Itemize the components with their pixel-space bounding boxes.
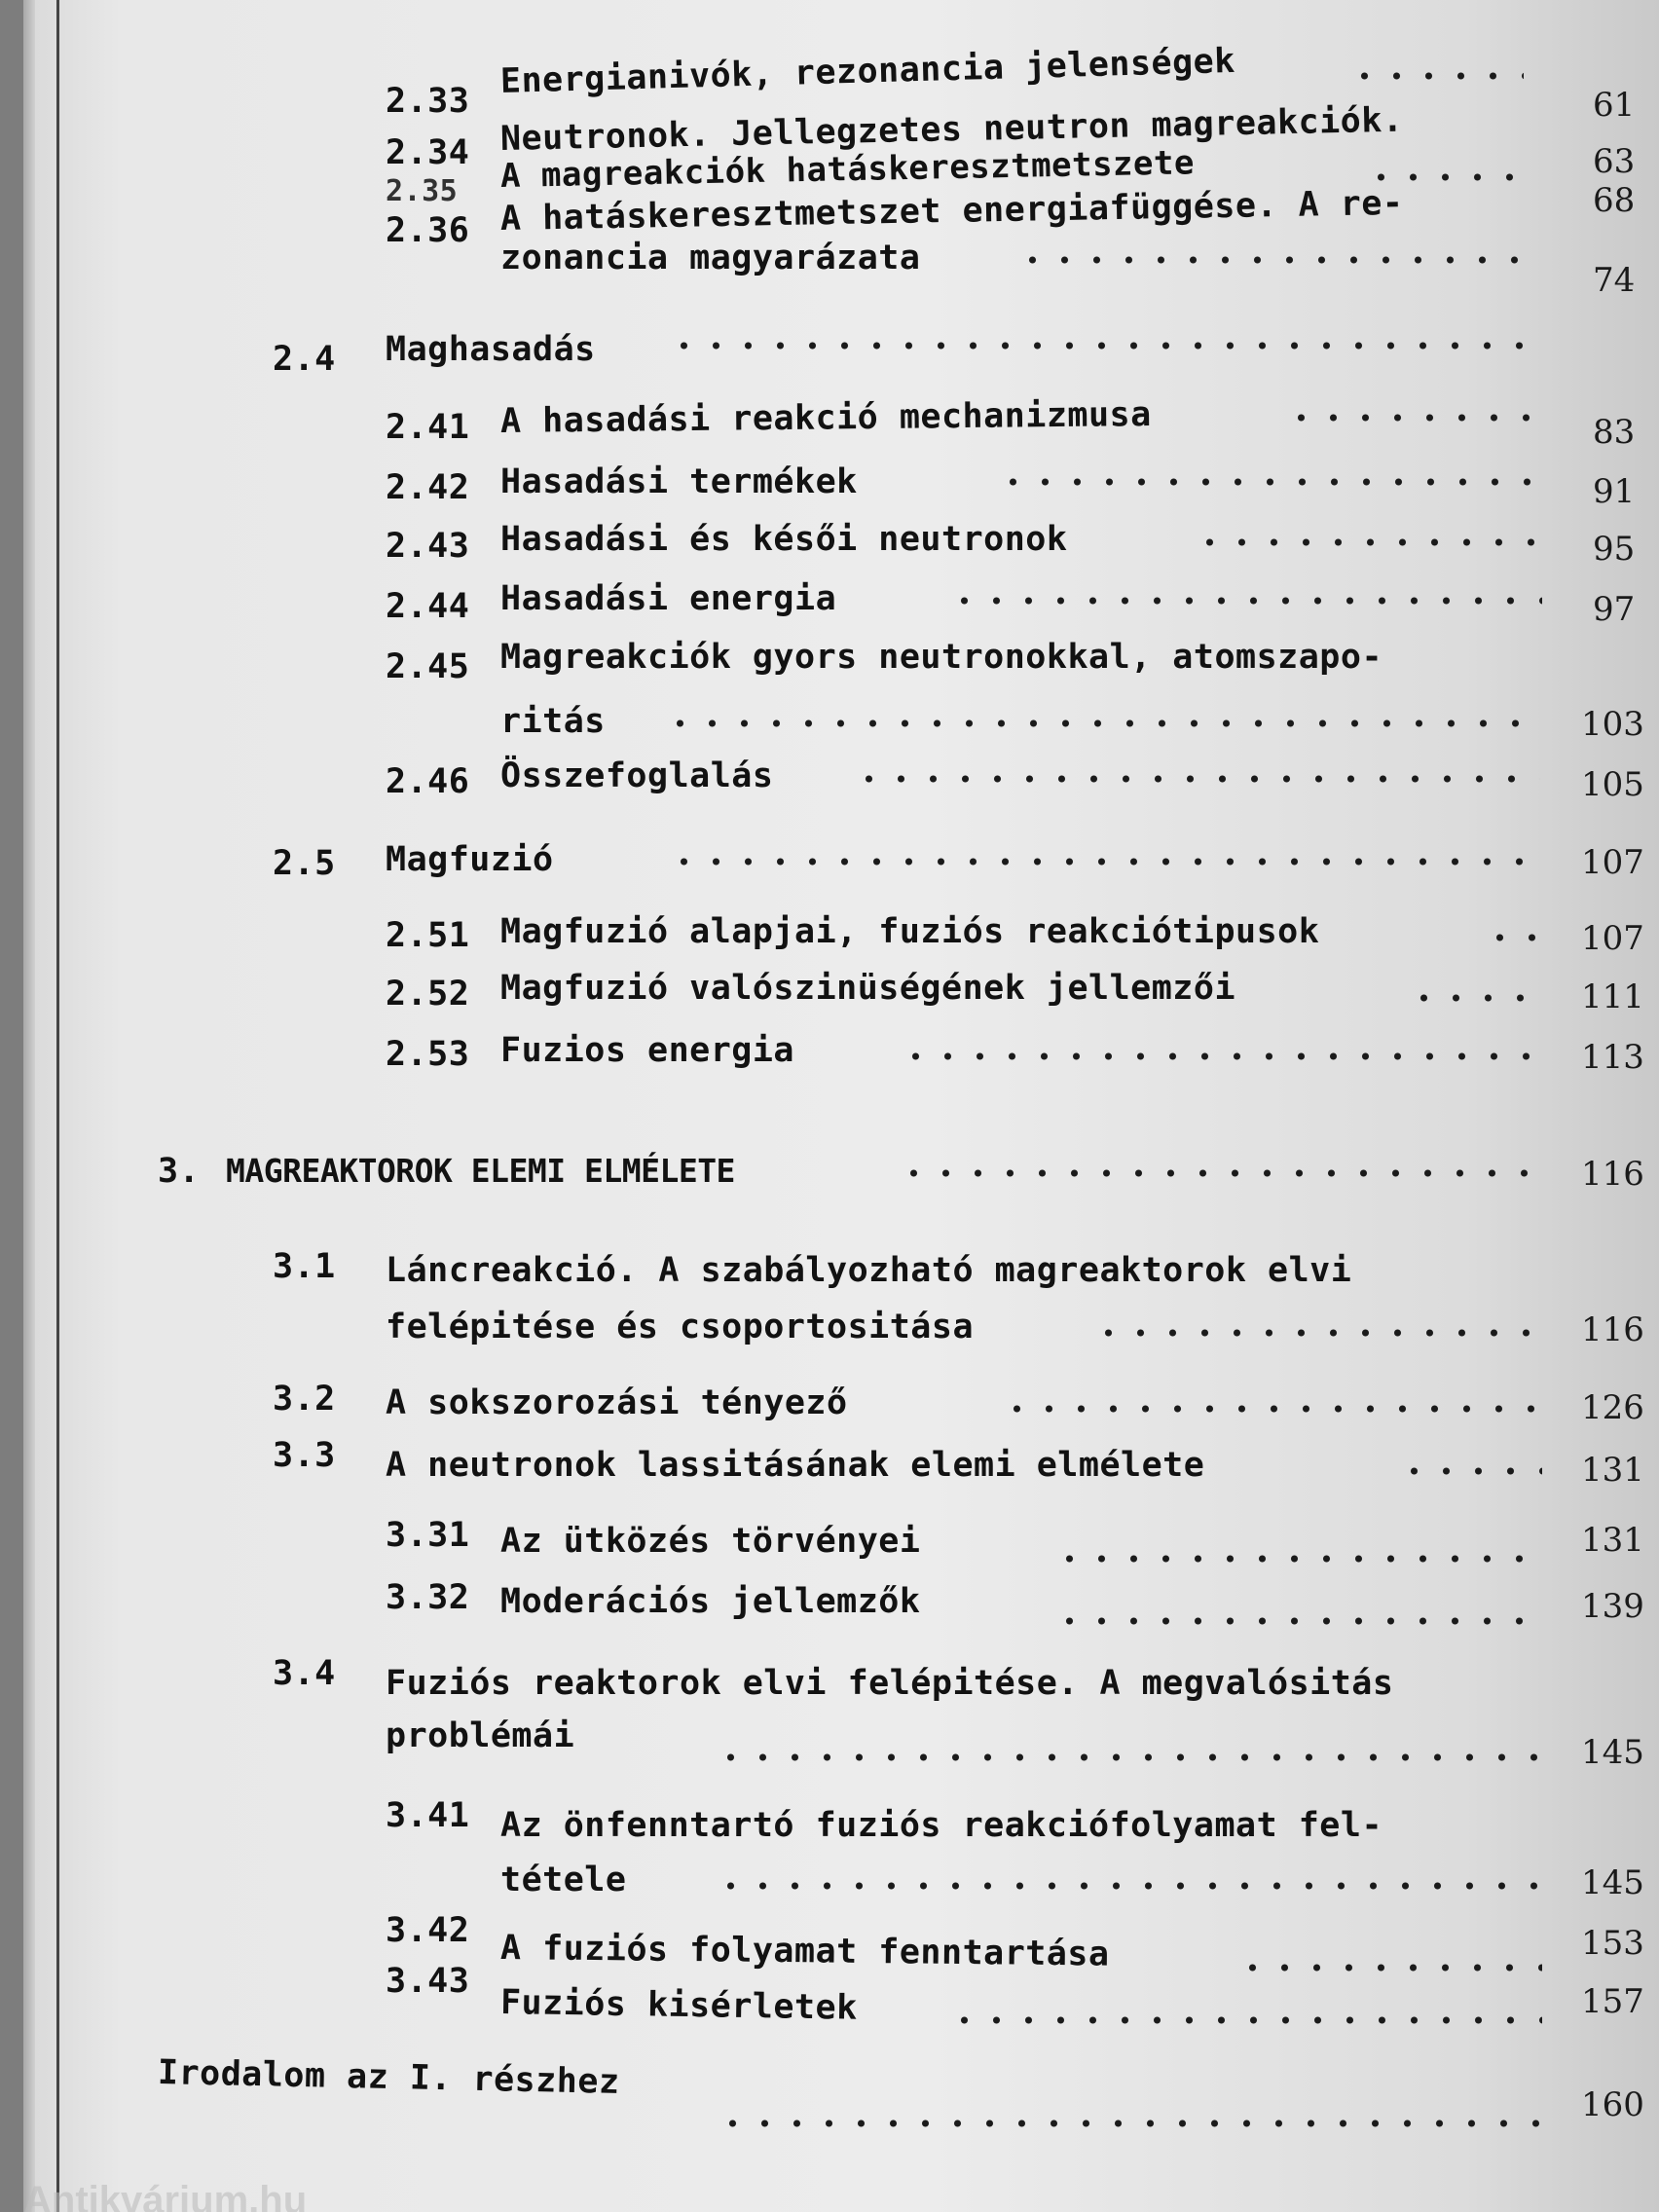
- toc-entry-title: Irodalom az I. részhez: [157, 2053, 620, 2102]
- dot-leader: [668, 341, 1539, 350]
- toc-entry-continuation: tétele: [500, 1861, 627, 1899]
- dot-leader: [853, 774, 1540, 784]
- toc-entry-title: Neutronok. Jellegzetes neutron magreakciók.: [499, 100, 1404, 159]
- toc-page-number: 113: [1581, 1038, 1644, 1077]
- toc-page-number: 63: [1593, 142, 1636, 181]
- toc-page-number: 160: [1581, 2085, 1644, 2124]
- toc-entry-title: Magfuzió alapjai, fuziós reakciótipusok: [500, 912, 1320, 951]
- dot-leader: [1484, 933, 1542, 942]
- toc-page-number: 131: [1581, 1451, 1644, 1490]
- toc-page-number: 116: [1581, 1155, 1644, 1194]
- dot-leader: [1053, 1616, 1542, 1626]
- toc-page-number: 68: [1593, 181, 1636, 220]
- dot-leader: [1092, 1328, 1542, 1338]
- dot-leader: [1236, 1963, 1542, 1972]
- toc-entry-title: Maghasadás: [386, 330, 596, 369]
- toc-entry-number: 2.51: [386, 916, 470, 955]
- toc-entry-title: Hasadási energia: [500, 579, 837, 618]
- toc-entry-number: 2.33: [386, 82, 470, 121]
- toc-entry-title: Láncreakció. A szabályozható magreaktorok elvi: [386, 1251, 1352, 1290]
- dot-leader: [1408, 993, 1542, 1003]
- toc-entry-title: Magreakciók gyors neutronokkal, atomszapo-: [500, 638, 1383, 677]
- toc-page-number: 139: [1581, 1587, 1644, 1626]
- toc-entry-title: A hasadási reakció mechanizmusa: [499, 394, 1152, 441]
- toc-page-number: 131: [1581, 1521, 1644, 1560]
- toc-entry-title: Az ütközés törvényei: [500, 1522, 921, 1561]
- toc-entry-number: 2.34: [386, 133, 470, 172]
- toc-entry-title: A hatáskeresztmetszet energiafüggése. A re-: [499, 183, 1404, 239]
- toc-page-number: 107: [1581, 843, 1644, 882]
- toc-entry-title: Az önfenntartó fuziós reakciófolyamat fel-: [500, 1806, 1383, 1845]
- toc-entry-number: 2.45: [386, 647, 470, 686]
- toc-entry-title: A magreakciók hatáskeresztmetszete: [499, 143, 1196, 196]
- toc-entry-number: 3.31: [386, 1516, 470, 1555]
- toc-page-number: 153: [1581, 1924, 1644, 1963]
- dot-leader: [900, 1051, 1542, 1061]
- toc-entry-title: Energianivók, rezonancia jelenségek: [499, 41, 1236, 101]
- toc-entry-number: 3.2: [273, 1380, 336, 1419]
- toc-entry-number: 3.43: [386, 1962, 470, 2001]
- dot-leader: [664, 719, 1540, 728]
- dot-leader: [1365, 172, 1530, 182]
- toc-page-number: 74: [1593, 261, 1636, 300]
- toc-entry-number: 3.1: [273, 1247, 336, 1286]
- toc-page-number: 103: [1581, 705, 1644, 744]
- page-edge: [23, 0, 35, 2212]
- toc-page-number: 145: [1581, 1733, 1644, 1772]
- toc-entry-number: 2.41: [386, 408, 470, 447]
- toc-page-number: 61: [1593, 86, 1636, 125]
- toc-entry-continuation: problémái: [386, 1716, 575, 1755]
- toc-entry-title: A sokszorozási tényező: [386, 1383, 848, 1422]
- toc-page-number: 97: [1593, 590, 1636, 629]
- toc-entry-title: Fuziós reaktorok elvi felépitése. A megvalósitás: [386, 1664, 1394, 1703]
- toc-entry-number: 2.52: [386, 975, 470, 1014]
- dot-leader: [948, 596, 1542, 606]
- binding-line: [56, 0, 59, 2212]
- toc-page-number: 111: [1581, 977, 1644, 1016]
- toc-entry-number: 2.35: [386, 174, 459, 208]
- toc-entry-continuation: zonancia magyarázata: [500, 239, 921, 277]
- dot-leader: [948, 2015, 1542, 2025]
- toc-entry-title: Magfuzió: [386, 840, 554, 879]
- toc-entry-title: Hasadási termékek: [500, 462, 858, 501]
- document-page: [23, 0, 1659, 2212]
- toc-entry-number: 2.43: [386, 527, 470, 566]
- dot-leader: [1001, 1404, 1542, 1414]
- toc-page-number: 105: [1581, 765, 1644, 804]
- toc-chapter-number: 3.: [158, 1152, 201, 1191]
- toc-entry-number: 3.42: [386, 1911, 470, 1950]
- toc-entry-title: A neutronok lassitásának elemi elmélete: [386, 1446, 1205, 1485]
- toc-page-number: 116: [1581, 1310, 1644, 1349]
- dot-leader: [1016, 255, 1542, 265]
- toc-entry-number: 3.3: [273, 1436, 336, 1475]
- toc-entry-number: 2.36: [386, 211, 470, 250]
- toc-entry-number: 2.44: [386, 587, 470, 626]
- toc-page-number: 83: [1593, 413, 1636, 452]
- toc-page-number: 91: [1593, 472, 1636, 511]
- dot-leader: [715, 1752, 1542, 1762]
- dot-leader: [1053, 1554, 1542, 1564]
- toc-page-number: 95: [1593, 530, 1636, 569]
- dot-leader: [1285, 413, 1538, 423]
- toc-entry-title: Fuzios energia: [500, 1031, 795, 1070]
- watermark: Antikvárium.hu: [23, 2179, 308, 2212]
- toc-entry-title: Hasadási és késői neutronok: [500, 520, 1068, 559]
- toc-entry-number: 3.41: [386, 1796, 470, 1835]
- toc-entry-title: Összefoglalás: [500, 756, 774, 795]
- dot-leader: [715, 1881, 1542, 1891]
- dot-leader: [1398, 1466, 1542, 1476]
- toc-entry-continuation: ritás: [500, 702, 606, 741]
- toc-page-number: 145: [1581, 1863, 1644, 1902]
- toc-entry-title: A fuziós folyamat fenntartása: [499, 1929, 1110, 1974]
- toc-page-number: 126: [1581, 1388, 1644, 1427]
- toc-entry-number: 2.4: [273, 340, 336, 379]
- toc-page-number: 157: [1581, 1982, 1644, 2021]
- toc-entry-number: 2.53: [386, 1035, 470, 1074]
- toc-page-number: 107: [1581, 919, 1644, 958]
- dot-leader: [997, 477, 1542, 487]
- dot-leader: [717, 2119, 1542, 2128]
- toc-entry-continuation: felépitése és csoportositása: [386, 1308, 975, 1346]
- dot-leader: [1348, 71, 1524, 81]
- toc-entry-title: Moderációs jellemzők: [500, 1582, 921, 1621]
- toc-entry-number: 2.5: [273, 844, 336, 883]
- toc-entry-number: 3.4: [273, 1654, 336, 1693]
- toc-chapter-title: MAGREAKTOROK ELEMI ELMÉLETE: [226, 1152, 735, 1190]
- toc-entry-title: Magfuzió valószinüségének jellemzői: [500, 969, 1236, 1008]
- dot-leader: [1194, 537, 1542, 547]
- toc-entry-title: Fuziós kisérletek: [499, 1983, 859, 2028]
- dot-leader: [668, 857, 1542, 866]
- toc-entry-number: 2.46: [386, 762, 470, 801]
- toc-entry-number: 3.32: [386, 1578, 470, 1617]
- toc-entry-number: 2.42: [386, 468, 470, 507]
- dot-leader: [898, 1168, 1542, 1178]
